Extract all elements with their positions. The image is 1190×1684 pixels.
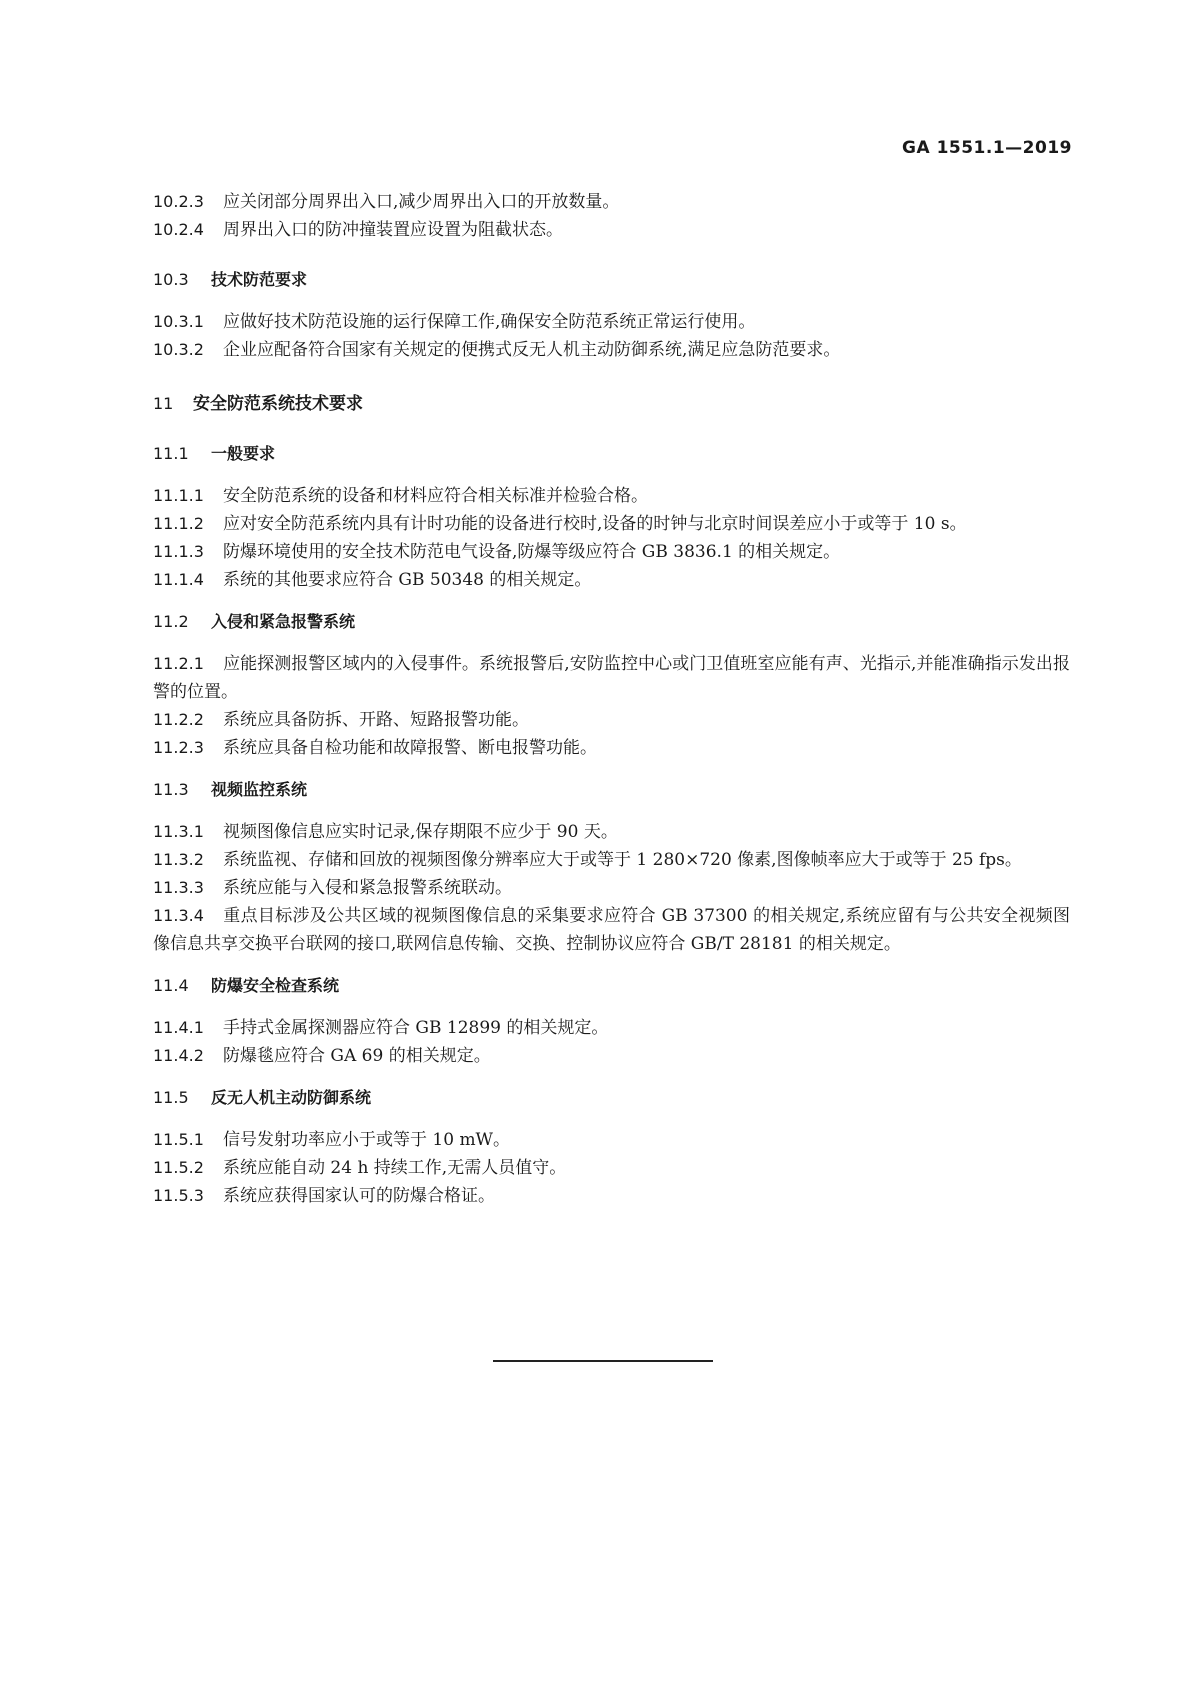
end-rule [493, 1360, 713, 1362]
clause-number: 11.1.4 [153, 570, 204, 589]
clause-text: 系统的其他要求应符合 GB 50348 的相关规定。 [223, 570, 592, 590]
section-number: 11.3 [153, 780, 189, 799]
clause-number: 11.3.3 [153, 878, 204, 897]
clause-11-2-1 [153, 650, 1070, 706]
clause-text: 系统应具备防拆、开路、短路报警功能。 [223, 710, 529, 730]
clause-number: 11.2.2 [153, 710, 204, 729]
section-heading-11-4 [153, 972, 1070, 1000]
clause-text: 周界出入口的防冲撞装置应设置为阻截状态。 [223, 220, 563, 240]
clause-number: 11.5.3 [153, 1186, 204, 1205]
clause-number: 10.2.3 [153, 192, 204, 211]
clause-number: 11.5.2 [153, 1158, 204, 1177]
clause-number: 11.2.1 [153, 654, 204, 673]
section-title: 一般要求 [211, 444, 276, 463]
clause-11-5-2 [153, 1154, 1070, 1182]
clause-10-3-1 [153, 308, 1070, 336]
clause-text: 手持式金属探测器应符合 GB 12899 的相关规定。 [223, 1018, 609, 1038]
clause-text: 重点目标涉及公共区域的视频图像信息的采集要求应符合 GB 37300 的相关规定,系统应留有与公共安全视频图像信息共享交换平台联网的接口,联网信息传输、交换、控制协议应符合 GB/T 28181 的相关规定。 [153, 906, 1070, 954]
section-title: 防爆安全检查系统 [211, 976, 340, 995]
section-number: 11.4 [153, 976, 189, 995]
clause-number: 11.3.2 [153, 850, 204, 869]
clause-text: 企业应配备符合国家有关规定的便携式反无人机主动防御系统,满足应急防范要求。 [223, 340, 841, 360]
clause-text: 应做好技术防范设施的运行保障工作,确保安全防范系统正常运行使用。 [223, 312, 756, 332]
clause-11-3-1 [153, 818, 1070, 846]
section-heading-10-3 [153, 266, 1070, 294]
section-heading-11-2 [153, 608, 1070, 636]
clause-11-5-1 [153, 1126, 1070, 1154]
clause-text: 信号发射功率应小于或等于 10 mW。 [223, 1130, 511, 1150]
clause-11-1-3 [153, 538, 1070, 566]
clause-11-4-1 [153, 1014, 1070, 1042]
clause-number: 11.1.3 [153, 542, 204, 561]
section-number: 11.5 [153, 1088, 189, 1107]
clause-text: 应能探测报警区域内的入侵事件。系统报警后,安防监控中心或门卫值班室应能有声、光指示,并能准确指示发出报警的位置。 [153, 654, 1070, 702]
clause-number: 11.3.4 [153, 906, 204, 925]
clause-text: 防爆环境使用的安全技术防范电气设备,防爆等级应符合 GB 3836.1 的相关规定。 [223, 542, 841, 562]
section-number: 11.1 [153, 444, 189, 463]
clause-11-4-2 [153, 1042, 1070, 1070]
clause-text: 防爆毯应符合 GA 69 的相关规定。 [223, 1046, 491, 1066]
section-title: 技术防范要求 [211, 270, 308, 289]
clause-text: 系统应能自动 24 h 持续工作,无需人员值守。 [223, 1158, 567, 1178]
section-number: 11.2 [153, 612, 189, 631]
clause-11-3-3 [153, 874, 1070, 902]
clause-text: 系统监视、存储和回放的视频图像分辨率应大于或等于 1 280×720 像素,图像帧率应大于或等于 25 fps。 [223, 850, 1022, 870]
clause-11-1-4 [153, 566, 1070, 594]
clause-number: 11.4.2 [153, 1046, 204, 1065]
section-heading-11-1 [153, 440, 1070, 468]
clause-11-2-3 [153, 734, 1070, 762]
clause-text: 视频图像信息应实时记录,保存期限不应少于 90 天。 [223, 822, 618, 842]
document-body [153, 188, 1070, 1210]
clause-number: 10.2.4 [153, 220, 204, 239]
clause-10-2-3 [153, 188, 1070, 216]
standard-code: GA 1551.1—2019 [902, 138, 1072, 158]
clause-text: 系统应具备自检功能和故障报警、断电报警功能。 [223, 738, 597, 758]
clause-number: 11.1.2 [153, 514, 204, 533]
clause-text: 系统应能与入侵和紧急报警系统联动。 [223, 878, 512, 898]
clause-text: 安全防范系统的设备和材料应符合相关标准并检验合格。 [223, 486, 648, 506]
clause-number: 11.1.1 [153, 486, 204, 505]
chapter-title: 安全防范系统技术要求 [193, 394, 363, 414]
clause-number: 11.5.1 [153, 1130, 204, 1149]
clause-11-2-2 [153, 706, 1070, 734]
section-heading-11-5 [153, 1084, 1070, 1112]
clause-text: 系统应获得国家认可的防爆合格证。 [223, 1186, 495, 1206]
clause-10-2-4 [153, 216, 1070, 244]
chapter-heading-11 [153, 390, 1070, 418]
clause-text: 应关闭部分周界出入口,减少周界出入口的开放数量。 [223, 192, 620, 212]
section-title: 入侵和紧急报警系统 [211, 612, 356, 631]
clause-11-5-3 [153, 1182, 1070, 1210]
clause-11-1-1 [153, 482, 1070, 510]
clause-11-1-2 [153, 510, 1070, 538]
section-title: 视频监控系统 [211, 780, 308, 799]
clause-number: 10.3.2 [153, 340, 204, 359]
section-heading-11-3 [153, 776, 1070, 804]
clause-number: 11.3.1 [153, 822, 204, 841]
clause-number: 11.4.1 [153, 1018, 204, 1037]
clause-11-3-2 [153, 846, 1070, 874]
clause-11-3-4 [153, 902, 1070, 958]
clause-number: 11.2.3 [153, 738, 204, 757]
clause-number: 10.3.1 [153, 312, 204, 331]
chapter-number: 11 [153, 394, 174, 413]
section-number: 10.3 [153, 270, 189, 289]
section-title: 反无人机主动防御系统 [211, 1088, 372, 1107]
clause-text: 应对安全防范系统内具有计时功能的设备进行校时,设备的时钟与北京时间误差应小于或等于 10 s。 [223, 514, 967, 534]
clause-10-3-2 [153, 336, 1070, 364]
